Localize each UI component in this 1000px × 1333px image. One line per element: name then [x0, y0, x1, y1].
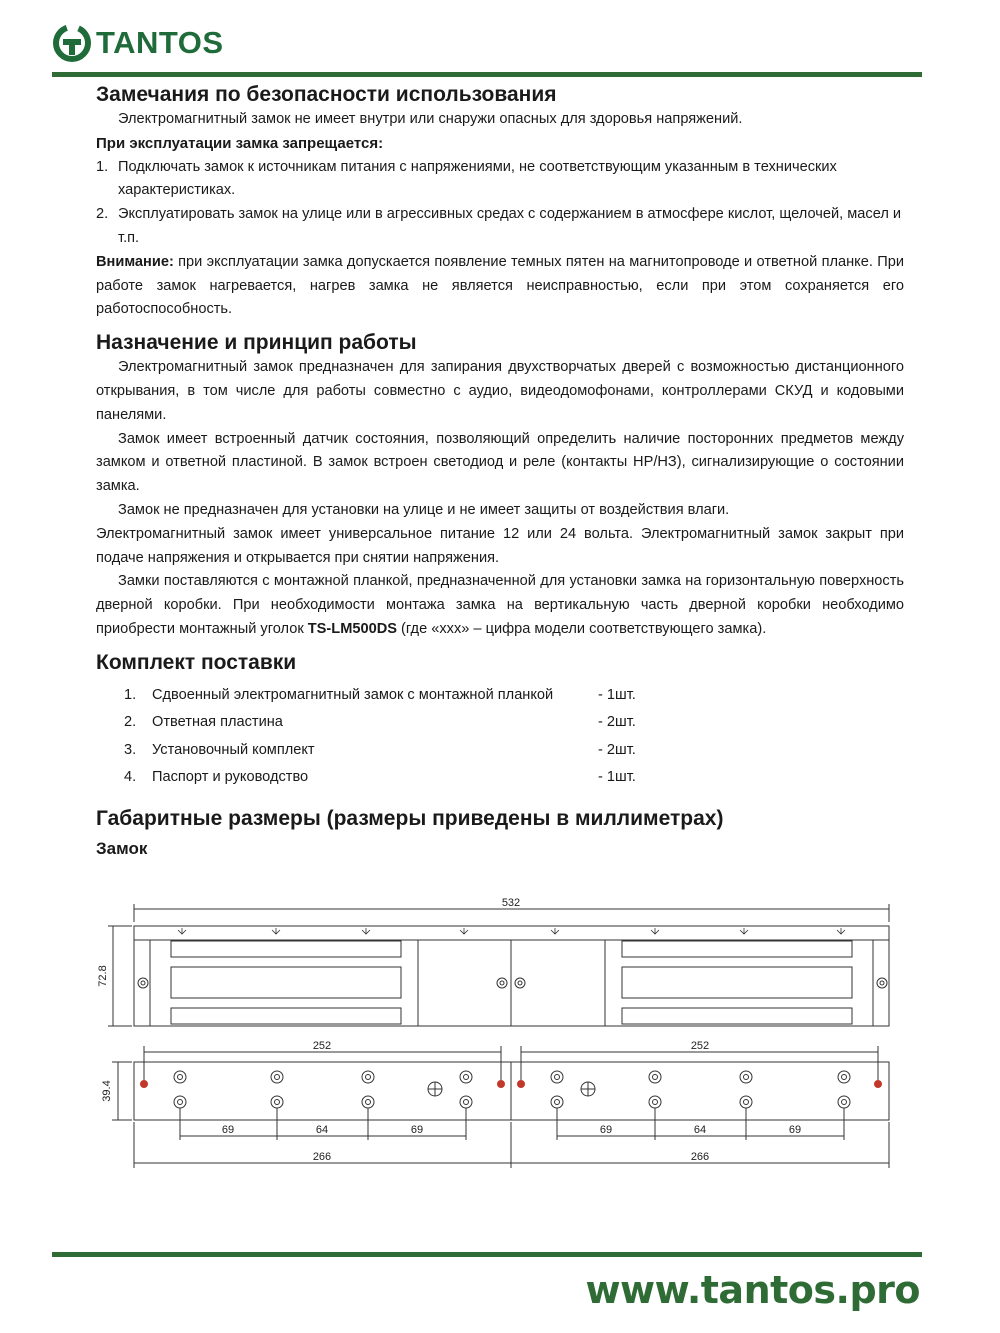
dim-spacing-label: 69 [221, 1124, 235, 1136]
brand-logo [52, 18, 224, 68]
brand-name: TANTOS [96, 25, 224, 60]
forbidden-list [96, 156, 904, 251]
dim-spacing-label: 69 [788, 1124, 802, 1136]
dimensions-subtitle: Замок [96, 838, 148, 858]
forbidden-title: При эксплуатации замка запрещается: [96, 134, 384, 152]
purpose-paragraph: Замок имеет встроенный датчик состояния, позволяющий определить наличие посторонних предметов между замком и ответной пластиной. В замок встроен светодиод и реле (контакты НР/НЗ), сигнализирующие о состоянии замка. [96, 430, 904, 495]
purpose-title: Назначение и принцип работы [96, 331, 417, 355]
kit-item: 1. Сдвоенный электромагнитный замок с монтажной планкой - 1шт. [124, 686, 636, 703]
model-number: TS-LM500DS [307, 620, 397, 637]
dim-overall-label: 532 [501, 897, 521, 909]
safety-intro: Электромагнитный замок не имеет внутри или снаружи опасных для здоровья напряжений. [118, 111, 743, 127]
purpose-paragraph: Замки поставляются с монтажной планкой, предназначенной для установки замка на горизонтальную поверхность дверной коробки. При необходимости монтажа замка на вертикальную часть дверной коробки необходимо приобрести монтажный уголок TS-LM500DS (где «ххх» – цифра модели соответствующего замка). [96, 573, 904, 637]
dim-half-length-label: 266 [312, 1151, 332, 1163]
dim-plate-height-label: 39.4 [101, 1080, 113, 1102]
list-item: 2. Эксплуатировать замок на улице или в агрессивных средах с содержанием в атмосфере кислот, щелочей, масел и т.п. [96, 206, 902, 246]
list-item: 1. Подключать замок к источникам питания с напряжениями, не соответствующим указанным в технических характеристиках. [96, 158, 837, 199]
lock-dimension-drawing [96, 890, 906, 1185]
dim-span-left-label: 252 [312, 1040, 332, 1052]
kit-title: Комплект поставки [96, 650, 297, 674]
footer-rule [52, 1252, 922, 1257]
safety-title: Замечания по безопасности использования [96, 83, 557, 106]
dim-spacing-label: 64 [693, 1124, 707, 1136]
kit-item: 4. Паспорт и руководство - 1шт. [124, 769, 636, 786]
footer-website-link[interactable]: www.tantos.pro [585, 1268, 920, 1312]
tantos-emblem-icon [52, 23, 92, 63]
dimensions-title: Габаритные размеры (размеры приведены в миллиметрах) [96, 806, 724, 830]
purpose-paragraph: Электромагнитный замок предназначен для запирания двухстворчатых дверей с возможностью дистанционного открывания, в том числе для работы совместно с аудио, видеодомофонами, контроллерами СКУД и кодовыми панелями. [96, 359, 904, 423]
kit-list [124, 682, 904, 792]
purpose-paragraph: Замок не предназначен для установки на улице и не имеет защиты от воздействия влаги. [118, 501, 730, 518]
dim-height-label: 72.8 [97, 965, 109, 987]
document-body [96, 82, 904, 860]
dim-span-right-label: 252 [690, 1040, 710, 1052]
dim-half-length-label: 266 [690, 1151, 710, 1163]
attention-note: Внимание: при эксплуатации замка допускается появление темных пятен на магнитопроводе и ответной планке. При работе замок нагревается, нагрев замка не является неисправностью, если при этом сохраняется его работоспособность. [96, 253, 904, 318]
kit-item: 2. Ответная пластина - 2шт. [124, 714, 636, 731]
dim-spacing-label: 64 [315, 1124, 329, 1136]
dim-spacing-label: 69 [410, 1124, 424, 1136]
header-rule [52, 72, 922, 77]
purpose-paragraph: Электромагнитный замок имеет универсальное питание 12 или 24 вольта. Электромагнитный замок закрыт при подаче напряжения и открывается при снятии напряжения. [96, 525, 904, 566]
dim-spacing-label: 69 [599, 1124, 613, 1136]
kit-item: 3. Установочный комплект - 2шт. [124, 741, 636, 758]
